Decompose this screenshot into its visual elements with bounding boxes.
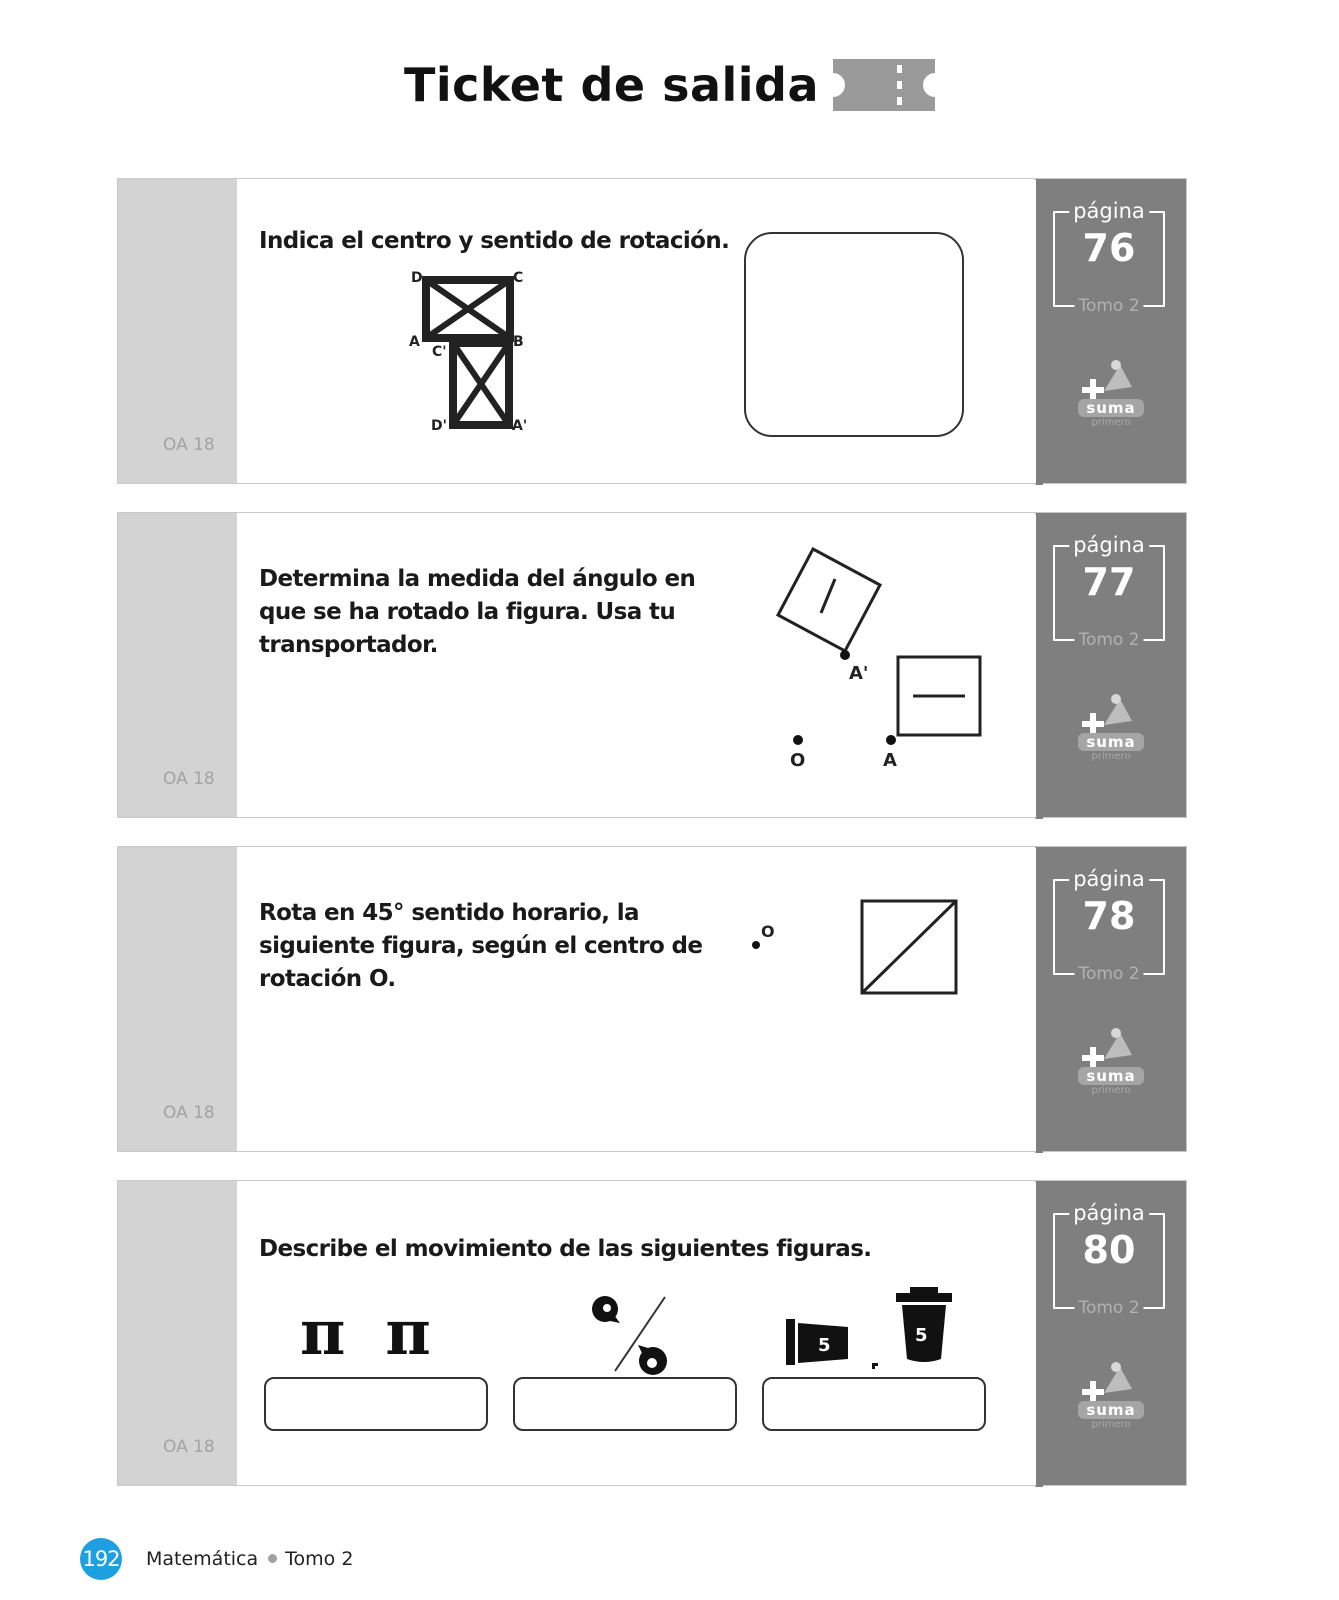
suma-logo: [1074, 357, 1148, 447]
rotation-figure-squares: [773, 541, 1013, 781]
suma-logo-subtext: primero: [1091, 1085, 1131, 1096]
oa-label: OA 18: [163, 769, 215, 789]
suma-logo-text: suma: [1086, 399, 1136, 417]
suma-logo-subtext: primero: [1091, 417, 1131, 428]
suma-logo: [1074, 691, 1148, 781]
vertex-label: C': [432, 344, 447, 360]
page-label: página: [1069, 1199, 1149, 1227]
rotation-figure-envelopes: [398, 267, 558, 447]
exercise-card-3: [117, 846, 1187, 1152]
question-text: Describe el movimiento de las siguientes figuras.: [259, 1236, 872, 1262]
exercise-card-2: [117, 512, 1187, 818]
svg-text:5: 5: [915, 1325, 928, 1346]
trash-rotation-figure: [786, 1285, 966, 1385]
page-number: 78: [1082, 894, 1136, 938]
question-text: Determina la medida del ángulo en que se ha rotado la figura. Usa tu transportador.: [259, 566, 696, 658]
page-label: página: [1069, 865, 1149, 893]
exercise-card-4: [117, 1180, 1187, 1486]
page-title: Ticket de salida: [403, 58, 820, 112]
page-reference-box: [1053, 533, 1165, 650]
page-reference-box: [1053, 1201, 1165, 1318]
page-number: 76: [1082, 226, 1136, 270]
percent-reflection-figure: [588, 1293, 688, 1383]
page-label: página: [1069, 531, 1149, 559]
vertex-label: A': [512, 418, 528, 434]
tomo-label: Tomo 2: [1074, 962, 1143, 986]
page-label: página: [1069, 197, 1149, 225]
pi-symbol: π: [300, 1296, 346, 1369]
tomo-label: Tomo 2: [1074, 628, 1143, 652]
center-label: O: [761, 922, 775, 941]
page-reference-box: [1053, 199, 1165, 316]
question-text: Rota en 45° sentido horario, la siguiente figura, según el centro de rotación O.: [259, 900, 703, 992]
vertex-label: A: [409, 334, 420, 350]
pi-symbol: π: [385, 1296, 431, 1369]
page-reference-tab: [1036, 1181, 1186, 1485]
suma-logo-subtext: primero: [1091, 1419, 1131, 1430]
page-number: 77: [1082, 560, 1136, 604]
footer-volume: Tomo 2: [285, 1548, 354, 1570]
page-reference-tab: [1036, 513, 1186, 817]
page-number-badge: 192: [80, 1538, 122, 1580]
rotation-figure-diagonal-square: [748, 895, 968, 1005]
oa-label: OA 18: [163, 1103, 215, 1123]
svg-text:5: 5: [818, 1335, 831, 1356]
answer-box[interactable]: [744, 232, 964, 437]
ticket-icon: [833, 59, 935, 111]
page-reference-tab: [1036, 179, 1186, 483]
point-label: A': [849, 663, 869, 684]
answer-box-3[interactable]: [762, 1377, 986, 1431]
vertex-label: C: [513, 270, 524, 286]
oa-label: OA 18: [163, 1437, 215, 1457]
suma-logo-subtext: primero: [1091, 751, 1131, 762]
suma-logo-text: suma: [1086, 733, 1136, 751]
answer-box-2[interactable]: [513, 1377, 737, 1431]
page-reference-box: [1053, 867, 1165, 984]
suma-logo: [1074, 1025, 1148, 1115]
oa-label: OA 18: [163, 435, 215, 455]
footer-dot: [268, 1554, 277, 1563]
answer-box-1[interactable]: [264, 1377, 488, 1431]
point-label: O: [790, 750, 806, 771]
page-footer: [80, 1538, 353, 1580]
tomo-label: Tomo 2: [1074, 1296, 1143, 1320]
footer-subject: Matemática: [146, 1548, 259, 1570]
vertex-label: D: [411, 270, 423, 286]
tomo-label: Tomo 2: [1074, 294, 1143, 318]
header: [0, 58, 1339, 112]
question-text: Indica el centro y sentido de rotación.: [259, 228, 730, 254]
vertex-label: D': [431, 418, 447, 434]
point-label: A: [883, 750, 897, 771]
suma-logo-text: suma: [1086, 1067, 1136, 1085]
vertex-label: B: [513, 334, 524, 350]
page-reference-tab: [1036, 847, 1186, 1151]
footer-text: [146, 1548, 353, 1570]
pi-translation-figure: [300, 1296, 431, 1369]
page-number: 80: [1082, 1228, 1136, 1272]
suma-logo: [1074, 1359, 1148, 1449]
exercise-card-1: [117, 178, 1187, 484]
suma-logo-text: suma: [1086, 1401, 1136, 1419]
